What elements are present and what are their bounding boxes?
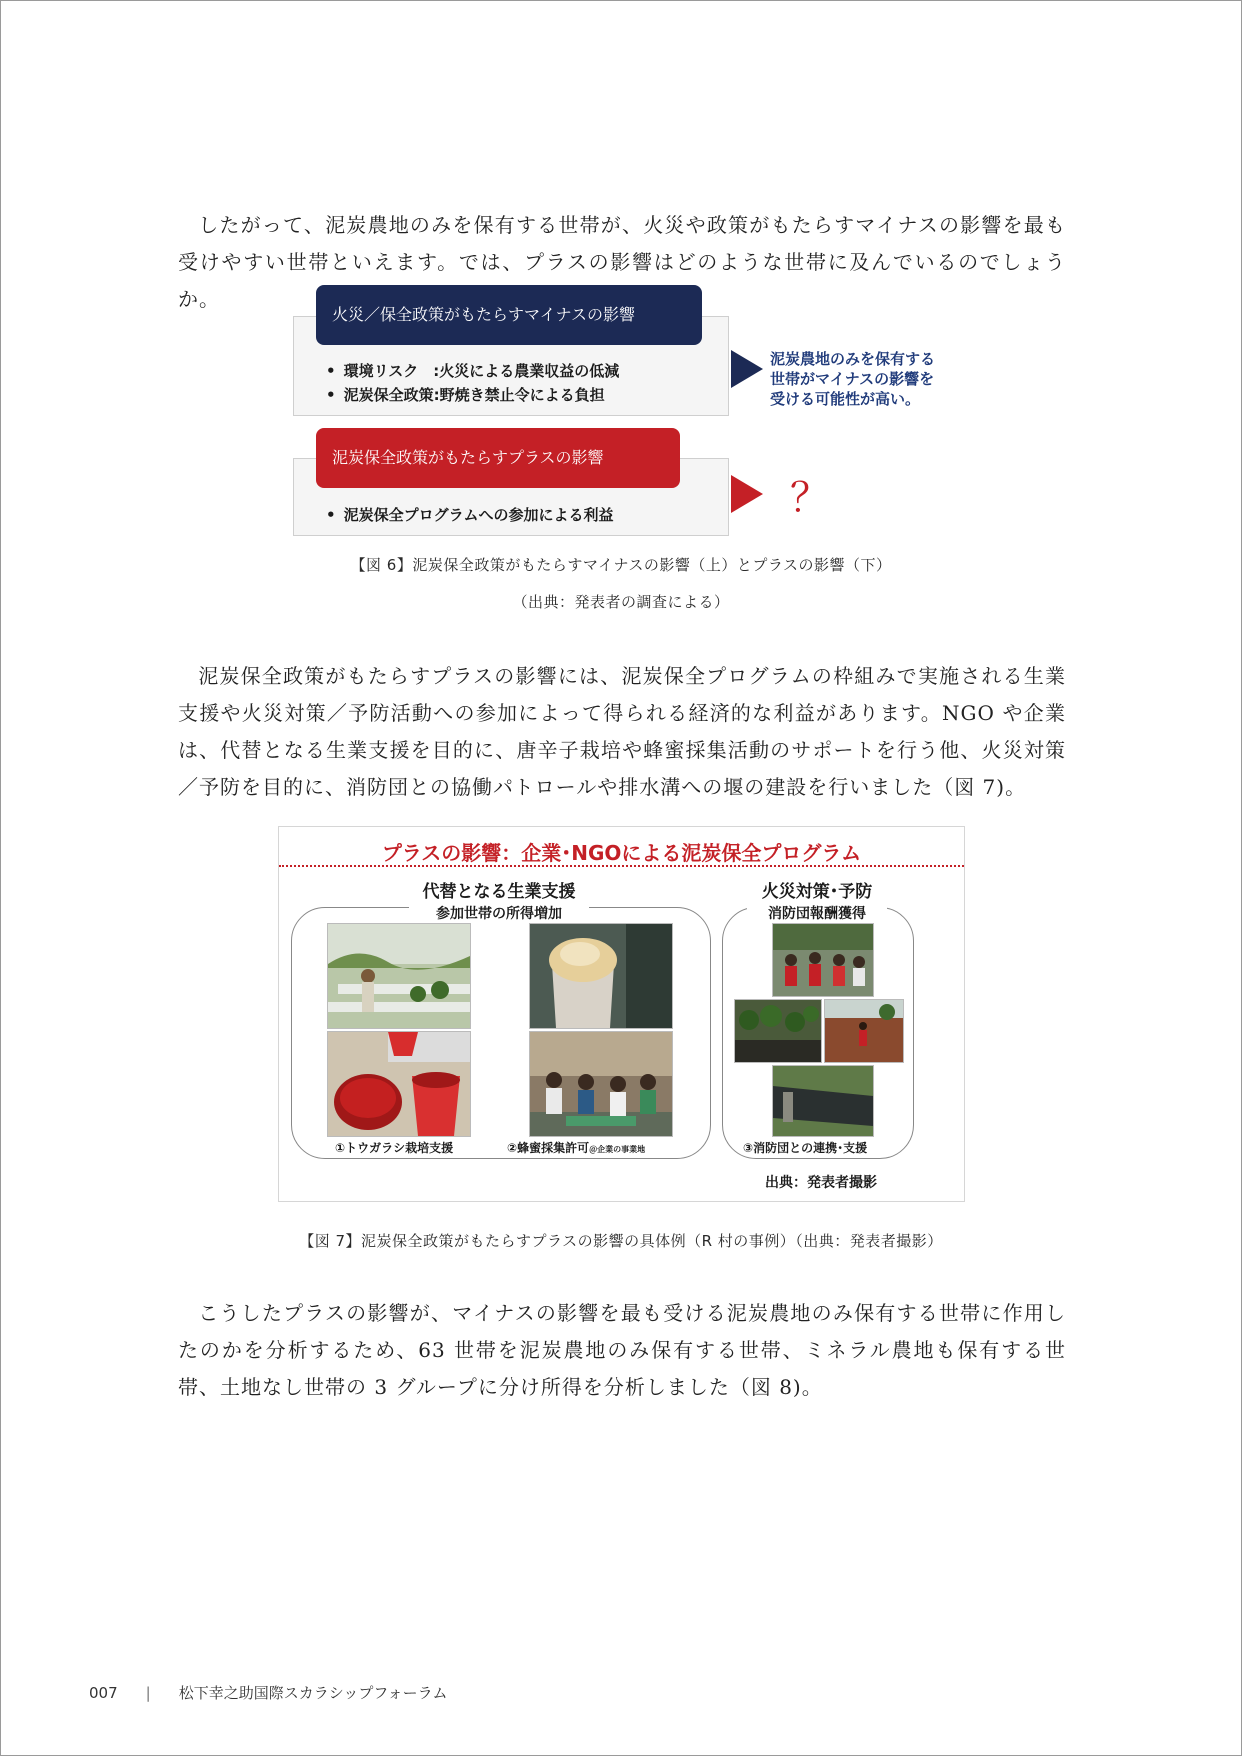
- fire-brigade-label: ③消防団との連携･支援: [743, 1141, 868, 1155]
- paragraph-2: 泥炭保全政策がもたらすプラスの影響には、泥炭保全プログラムの枠組みで実施される生業支援や火災対策／予防活動への参加によって得られる経済的な利益があります。NGO や企業は、代替となる生業支援を目的に、唐辛子栽培や蜂蜜採集活動のサポートを行う他、火災対策／予防を目的に、消防団との協働パトロールや排水溝への堰の建設を行いました（図 7)。: [178, 664, 1066, 799]
- livelihood-group-heading: 代替となる生業支援 参加世帯の所得増加: [409, 877, 589, 923]
- chili-support-label: ①トウガラシ栽培支援: [335, 1141, 454, 1155]
- fire-brigade-meeting-photo: [772, 923, 874, 997]
- honey-permit-label: ②蜂蜜採集許可＠企業の事業地: [507, 1141, 646, 1155]
- question-mark: ？: [790, 475, 830, 521]
- figure-7: [278, 826, 965, 1202]
- publication-name: 松下幸之助国際スカラシップフォーラム: [178, 1684, 448, 1702]
- arrow-right-icon: [731, 475, 763, 513]
- negative-result-text: 泥炭農地のみを保有する 世帯がマイナスの影響を 受ける可能性が高い。: [770, 350, 936, 408]
- negative-effects-title: 火災／保全政策がもたらすマイナスの影響: [316, 285, 702, 345]
- paragraph-3: こうしたプラスの影響が、マイナスの影響を最も受ける泥炭農地のみ保有する世帯に作用したのかを分析するため、63 世帯を泥炭農地のみ保有する世帯、ミネラル農地も保有する世帯、土地なし世帯の 3 グループに分け所得を分析しました（図 8)。: [178, 1301, 1066, 1399]
- honey-group-photo: [529, 1031, 673, 1137]
- arrow-right-icon: [731, 350, 763, 388]
- dotted-divider: [279, 865, 964, 867]
- chili-harvest-photo: [327, 1031, 471, 1137]
- negative-bullet-1: • 環境リスク :火災による農業収益の低減: [326, 362, 620, 380]
- paragraph-1: したがって、泥炭農地のみを保有する世帯が、火災や政策がもたらすマイナスの影響を最も受けやすい世帯といえます。では、プラスの影響はどのような世帯に及んでいるのでしょうか。: [178, 213, 1066, 311]
- figure-7-caption: 【図 7】泥炭保全政策がもたらすプラスの影響の具体例（R 村の事例）（出典：発表者撮影）: [299, 1232, 943, 1250]
- burned-land-photo: [824, 999, 904, 1063]
- figure-7-title: プラスの影響：企業･NGOによる泥炭保全プログラム: [381, 841, 862, 865]
- footer-separator: |: [145, 1684, 151, 1702]
- figure-6-caption: 【図 6】泥炭保全政策がもたらすマイナスの影響（上）とプラスの影響（下）: [350, 556, 892, 574]
- positive-effects-title: 泥炭保全政策がもたらすプラスの影響: [316, 428, 680, 488]
- negative-bullet-2: • 泥炭保全政策:野焼き禁止令による負担: [326, 386, 605, 404]
- fire-prevention-group-heading: 火災対策･予防 消防団報酬獲得: [747, 877, 887, 923]
- chili-field-photo: [327, 923, 471, 1029]
- page-number: 007: [89, 1684, 118, 1702]
- figure-6-source: （出典：発表者の調査による）: [512, 593, 730, 611]
- canal-dam-photo: [772, 1065, 874, 1137]
- positive-bullet-1: • 泥炭保全プログラムへの参加による利益: [326, 506, 614, 524]
- seedlings-photo: [734, 999, 822, 1063]
- honey-bucket-photo: [529, 923, 673, 1029]
- figure-7-photo-source: 出典：発表者撮影: [765, 1175, 877, 1191]
- page-footer: [89, 1682, 448, 1703]
